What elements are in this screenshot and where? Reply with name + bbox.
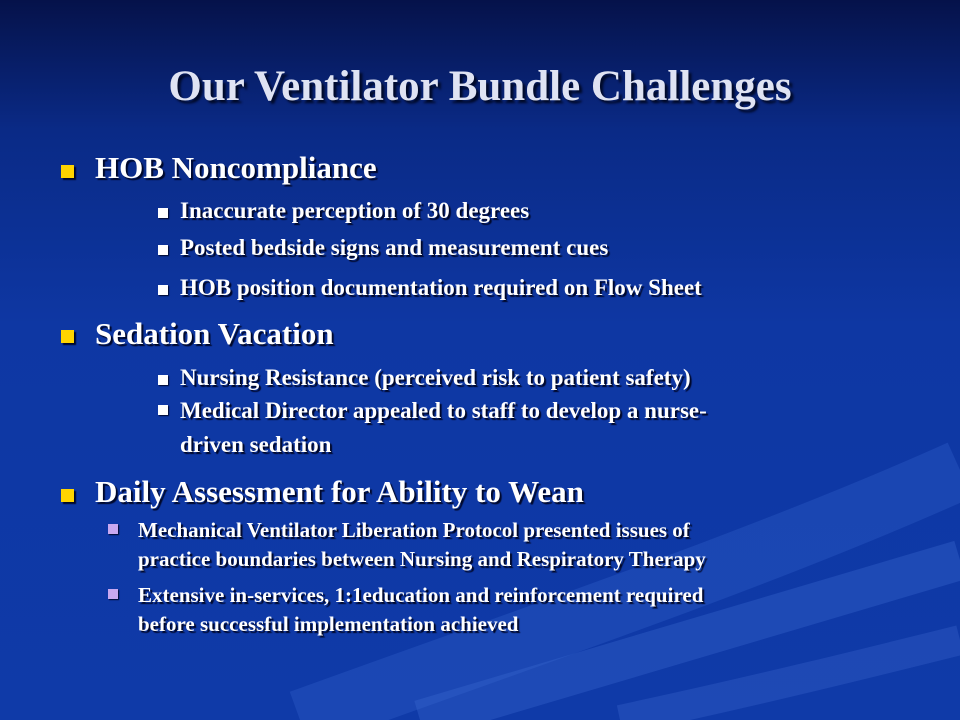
list-item: HOB position documentation required on Flow Sheet bbox=[180, 275, 702, 300]
square-bullet-icon bbox=[158, 245, 168, 255]
square-bullet-icon bbox=[158, 375, 168, 385]
square-bullet-icon bbox=[61, 330, 74, 343]
square-bullet-icon bbox=[158, 405, 168, 415]
square-bullet-icon bbox=[61, 489, 74, 502]
square-bullet-icon bbox=[158, 285, 168, 295]
list-item-line: Extensive in-services, 1:1education and reinforcement required bbox=[138, 583, 704, 607]
square-bullet-icon bbox=[61, 165, 74, 178]
list-item-line: Medical Director appealed to staff to develop a nurse- bbox=[180, 398, 707, 423]
list-item-line: driven sedation bbox=[180, 432, 332, 457]
list-item-line: before successful implementation achieved bbox=[138, 612, 519, 636]
square-bullet-icon bbox=[108, 524, 118, 534]
square-bullet-icon bbox=[108, 589, 118, 599]
list-item-line: practice boundaries between Nursing and Respiratory Therapy bbox=[138, 547, 706, 571]
section-heading: Daily Assessment for Ability to Wean bbox=[95, 474, 584, 509]
square-bullet-icon bbox=[158, 208, 168, 218]
list-item: Nursing Resistance (perceived risk to patient safety) bbox=[180, 365, 691, 390]
section-heading: HOB Noncompliance bbox=[95, 150, 377, 185]
section-heading: Sedation Vacation bbox=[95, 316, 334, 351]
list-item: Inaccurate perception of 30 degrees bbox=[180, 198, 530, 223]
slide-title: Our Ventilator Bundle Challenges bbox=[168, 63, 792, 110]
list-item: Posted bedside signs and measurement cues bbox=[180, 235, 609, 260]
list-item-line: Mechanical Ventilator Liberation Protocol presented issues of bbox=[138, 518, 690, 542]
